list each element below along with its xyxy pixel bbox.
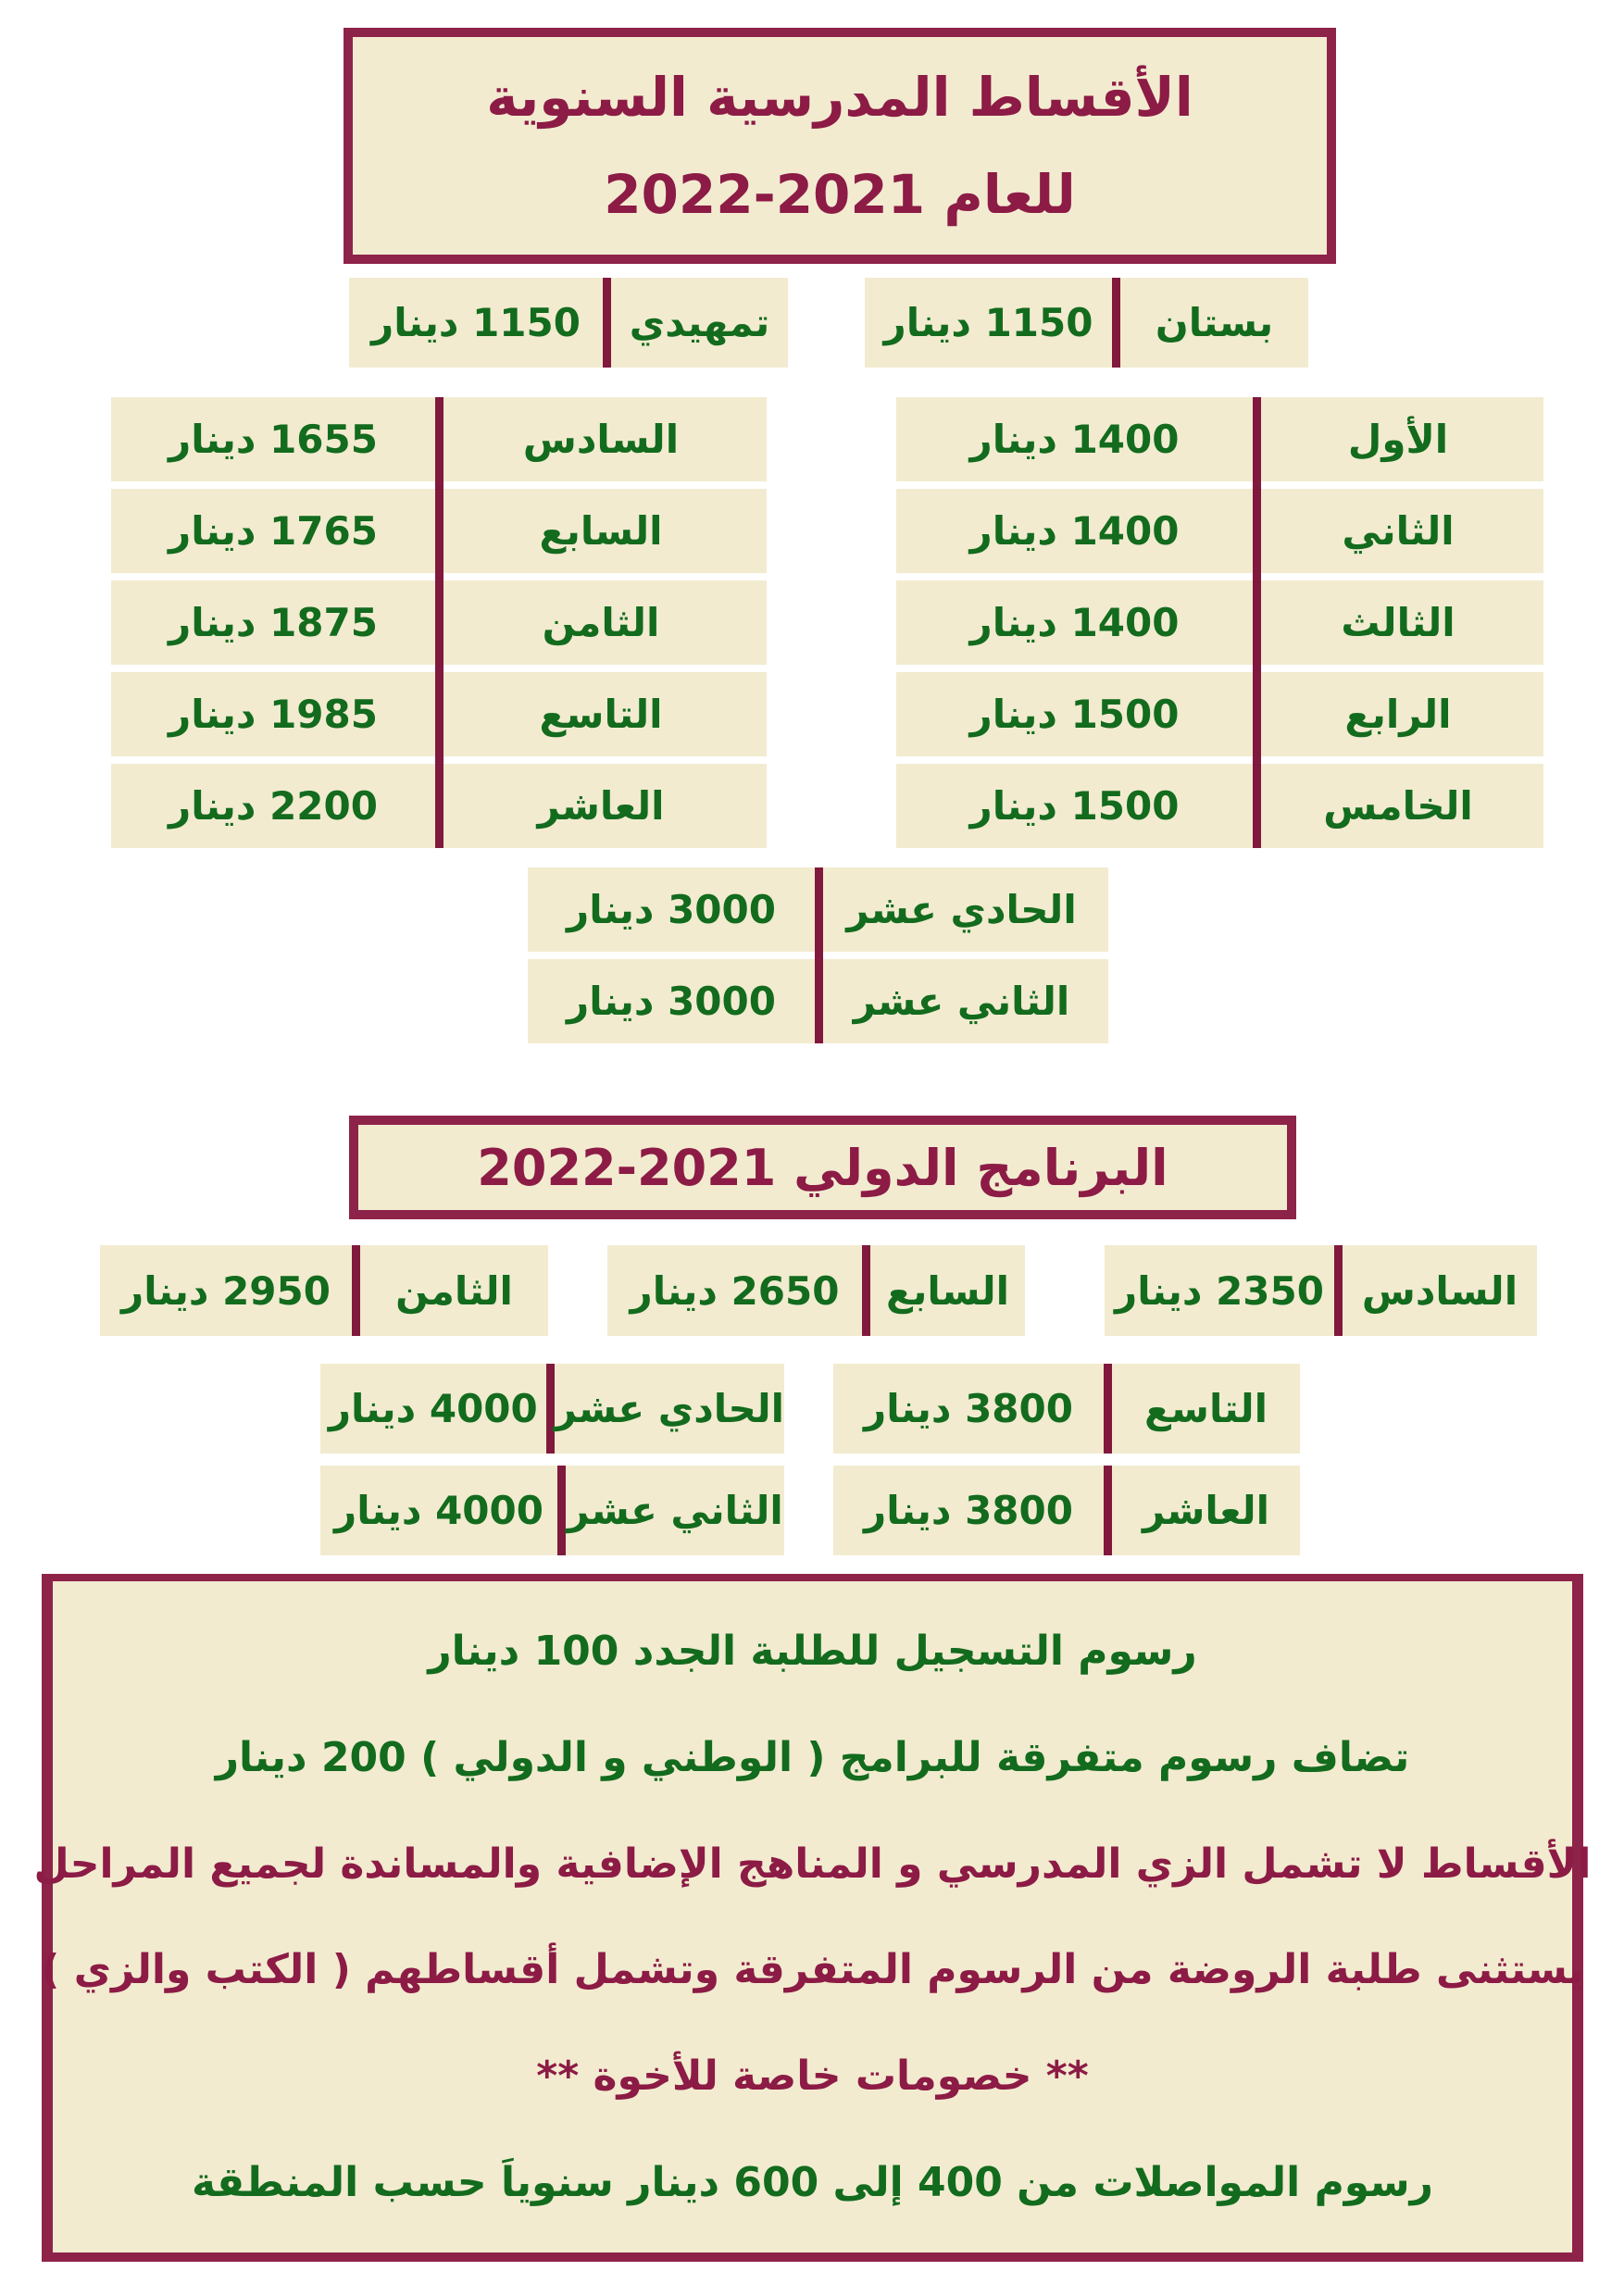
price-grade6: 1655 دينار — [169, 417, 378, 462]
intl-fee-box-grade11 — [320, 1364, 784, 1454]
divider-bar — [1112, 278, 1120, 368]
intl-fee-box-grade10 — [833, 1466, 1300, 1555]
fee-row-grade1 — [896, 397, 1543, 481]
divider-bar — [1334, 1245, 1343, 1336]
international-title: البرنامج الدولي 2021-2022 — [477, 1138, 1168, 1197]
intl-fee-box-grade12 — [320, 1466, 784, 1555]
grade-grade6: السادس — [522, 417, 680, 462]
grade-grade12: الثاني عشر — [853, 979, 1070, 1024]
divider-bar — [815, 867, 823, 1043]
grade-tamhidi: تمهيدي — [629, 300, 770, 345]
grade-grade10: العاشر — [537, 783, 665, 829]
price-tamhidi: 1150 دينار — [371, 300, 581, 345]
price-grade3: 1400 دينار — [969, 600, 1180, 645]
divider-bar — [435, 397, 443, 848]
grade-grade9: التاسع — [539, 692, 663, 737]
international-program-title-box — [349, 1116, 1296, 1219]
note-registration-fee: رسوم التسجيل للطلبة الجدد 100 دينار — [428, 1627, 1197, 1675]
intl-price-grade10: 3800 دينار — [864, 1488, 1073, 1533]
grade-grade3: الثالث — [1341, 600, 1455, 645]
price-grade9: 1985 دينار — [169, 692, 378, 737]
fee-row-grade3 — [896, 580, 1543, 665]
price-grade2: 1400 دينار — [969, 508, 1180, 554]
national-grades-6-10-table — [111, 397, 767, 848]
intl-grade-grade7: السابع — [885, 1267, 1010, 1314]
grade-grade1: الأول — [1347, 417, 1449, 462]
fee-row-grade2 — [896, 489, 1543, 573]
title-line-2: للعام 2021-2022 — [604, 163, 1076, 227]
price-grade5: 1500 دينار — [969, 783, 1180, 829]
grade-bustan: بستان — [1155, 300, 1274, 345]
divider-bar — [1104, 1364, 1112, 1454]
intl-grade-grade10: العاشر — [1142, 1488, 1270, 1533]
divider-bar — [546, 1364, 555, 1454]
title-line-1: الأقساط المدرسية السنوية — [486, 65, 1193, 129]
divider-bar — [557, 1466, 566, 1555]
intl-price-grade6: 2350 دينار — [1115, 1267, 1324, 1314]
grade-grade5: الخامس — [1323, 783, 1473, 829]
price-grade8: 1875 دينار — [169, 600, 378, 645]
intl-price-grade7: 2650 دينار — [630, 1267, 840, 1314]
note-misc-fees: تضاف رسوم متفرقة للبرامج ( الوطني و الدولي ) 200 دينار — [215, 1733, 1410, 1781]
price-grade4: 1500 دينار — [969, 692, 1180, 737]
intl-fee-box-grade8 — [100, 1245, 548, 1336]
intl-grade-grade11: الحادي عشر — [554, 1386, 784, 1431]
grade-grade2: الثاني — [1342, 508, 1455, 554]
fee-row-grade4 — [896, 672, 1543, 756]
intl-grade-grade6: السادس — [1361, 1267, 1518, 1314]
price-bustan: 1150 دينار — [883, 300, 1093, 345]
note-fees-exclusions: الأقساط لا تشمل الزي المدرسي و المناهج الإضافية والمساندة لجميع المراحل — [33, 1840, 1592, 1888]
intl-price-grade11: 4000 دينار — [328, 1386, 538, 1431]
divider-bar — [1253, 397, 1261, 848]
note-sibling-discounts: ** خصومات خاصة للأخوة ** — [536, 2053, 1089, 2101]
divider-bar — [603, 278, 611, 368]
note-kindergarten: يستثنى طلبة الروضة من الرسوم المتفرقة وتشمل أقساطهم ( الكتب والزي ) — [41, 1946, 1584, 1994]
intl-fee-box-grade7 — [607, 1245, 1025, 1336]
notes-box — [33, 1574, 1592, 2262]
fee-box-bustan — [865, 278, 1308, 368]
note-transportation: رسوم المواصلات من 400 إلى 600 دينار سنوياَ حسب المنطقة — [191, 2159, 1433, 2207]
divider-bar — [1104, 1466, 1112, 1555]
price-grade10: 2200 دينار — [169, 783, 378, 829]
grade-grade11: الحادي عشر — [846, 887, 1077, 932]
price-grade7: 1765 دينار — [169, 508, 378, 554]
intl-grade-grade9: التاسع — [1143, 1386, 1268, 1431]
intl-price-grade9: 3800 دينار — [864, 1386, 1073, 1431]
fee-box-tamhidi — [349, 278, 788, 368]
intl-fee-box-grade9 — [833, 1364, 1300, 1454]
divider-bar — [862, 1245, 870, 1336]
national-grades-1-5-table — [896, 397, 1543, 848]
national-grades-11-12-table — [528, 867, 1108, 1043]
divider-bar — [352, 1245, 360, 1336]
intl-grade-grade8: الثامن — [395, 1267, 513, 1314]
grade-grade4: الرابع — [1344, 692, 1452, 737]
fee-row-grade5 — [896, 764, 1543, 848]
intl-grade-grade12: الثاني عشر — [567, 1488, 783, 1533]
price-grade12: 3000 دينار — [567, 979, 776, 1024]
grade-grade8: الثامن — [542, 600, 660, 645]
grade-grade7: السابع — [539, 508, 663, 554]
annual-fees-title-box — [344, 28, 1336, 264]
price-grade1: 1400 دينار — [969, 417, 1180, 462]
intl-fee-box-grade6 — [1105, 1245, 1537, 1336]
intl-price-grade12: 4000 دينار — [334, 1488, 543, 1533]
price-grade11: 3000 دينار — [567, 887, 776, 932]
intl-price-grade8: 2950 دينار — [121, 1267, 331, 1314]
